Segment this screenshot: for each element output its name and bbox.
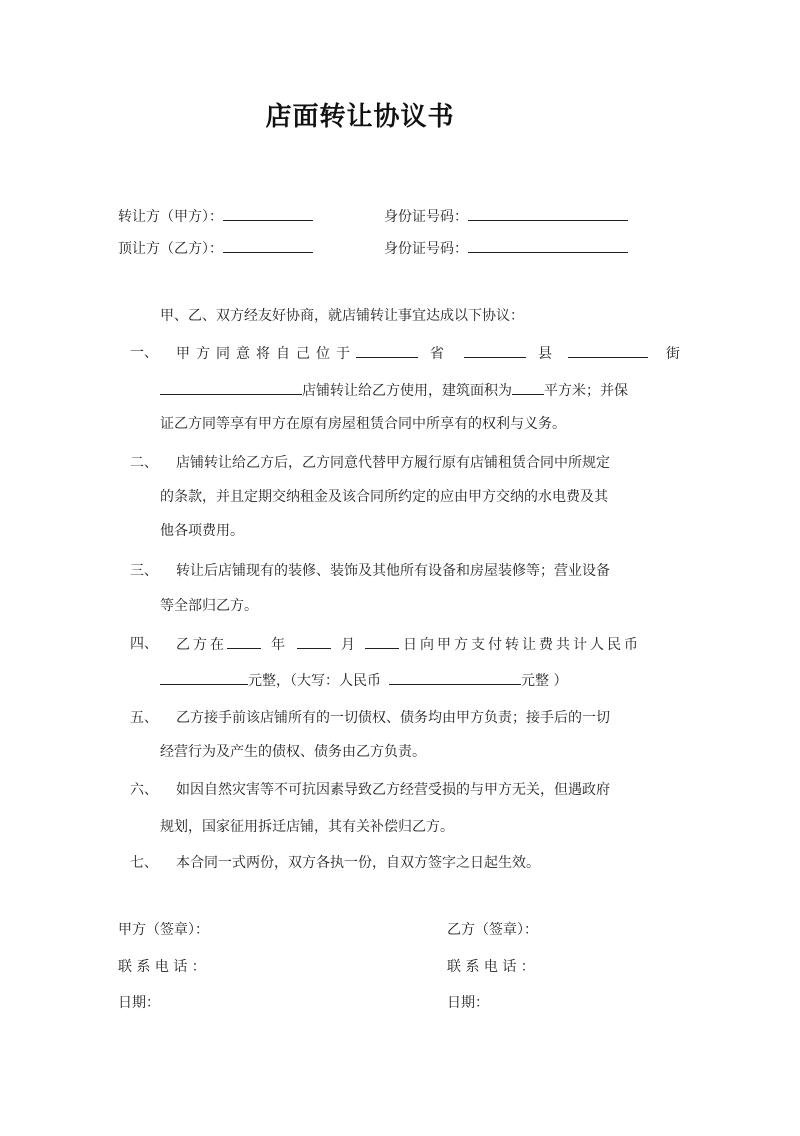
- street-blank: [568, 343, 648, 358]
- day-blank: [365, 634, 399, 649]
- party-b-line: [118, 238, 313, 259]
- party-a-id-blank: [468, 206, 628, 221]
- clause6-number: 六、: [130, 782, 158, 798]
- clause1-line1: [176, 343, 680, 364]
- clause1-line2: [160, 380, 628, 401]
- clause7-line1: 本合同一式两份，双方各执一份，自双方签字之日起生效。: [176, 855, 540, 871]
- clause2-number: 二、: [130, 455, 158, 471]
- party-b-phone: 联 系 电 话 ：: [447, 959, 535, 975]
- clause4-text-b: 年: [271, 637, 285, 653]
- clause4-text-a: 乙方在: [176, 637, 227, 653]
- party-b-id-label: 身份证号码：: [384, 241, 468, 257]
- party-a-label: 转让方（甲方）：: [118, 209, 223, 225]
- clause1-text-f: 平方米；并保: [544, 383, 628, 399]
- party-a-id-line: [384, 206, 628, 227]
- clause1-text-b: 省: [430, 346, 444, 362]
- page-title: 店面转让协议书: [265, 102, 455, 132]
- clause2-line3: 他各项费用。: [160, 523, 244, 539]
- party-b-label: 顶让方（乙方）：: [118, 241, 223, 257]
- clause6-line2: 规划，国家征用拆迁店铺，其有关补偿归乙方。: [160, 819, 454, 835]
- party-a-phone: 联 系 电 话 ：: [118, 959, 206, 975]
- party-a-blank: [223, 206, 313, 221]
- party-b-id-line: [384, 238, 628, 259]
- clause4-text-d: 日向甲方支付转让费共计人民币: [403, 637, 641, 653]
- clause6-line1: 如因自然灾害等不可抗因素导致乙方经营受损的与甲方无关，但遇政府: [176, 782, 610, 798]
- party-a-seal: 甲方（签章）：: [118, 922, 209, 938]
- clause1-text-e: 店铺转让给乙方使用，建筑面积为: [302, 383, 512, 399]
- clause4-text-e: 元整，（大写：人民币: [248, 673, 381, 689]
- clause4-line2: [160, 670, 567, 691]
- clause1-text-d: 街: [666, 346, 680, 362]
- party-b-date: 日期：: [447, 995, 489, 1011]
- county-blank: [464, 343, 526, 358]
- clause7-number: 七、: [130, 855, 158, 871]
- clause4-text-f: 元整 ）: [521, 673, 568, 689]
- clause5-number: 五、: [130, 710, 158, 726]
- party-b-blank: [223, 238, 313, 253]
- clause5-line1: 乙方接手前该店铺所有的一切债权、债务均由甲方负责；接手后的一切: [176, 710, 610, 726]
- clause1-line3: 证乙方同等享有甲方在原有房屋租赁合同中所享有的权利与义务。: [160, 416, 566, 432]
- clause4-line1: [176, 634, 641, 655]
- area-blank: [512, 380, 544, 395]
- clause3-number: 三、: [130, 563, 158, 579]
- clause1-text-c: 县: [538, 346, 552, 362]
- clause4-number: 四、: [130, 636, 158, 652]
- intro-text: 甲、乙、双方经友好协商，就店铺转让事宜达成以下协议：: [160, 308, 524, 324]
- clause1-number: 一、: [130, 345, 158, 361]
- party-a-date: 日期：: [118, 995, 160, 1011]
- amount-blank: [160, 670, 248, 685]
- party-a-id-label: 身份证号码：: [384, 209, 468, 225]
- year-blank: [227, 634, 261, 649]
- clause3-line1: 转让后店铺现有的装修、装饰及其他所有设备和房屋装修等；营业设备: [176, 563, 610, 579]
- province-blank: [356, 343, 418, 358]
- clause2-line1: 店铺转让给乙方后，乙方同意代替甲方履行原有店铺租赁合同中所规定: [176, 455, 610, 471]
- amount-uppercase-blank: [389, 670, 521, 685]
- party-b-seal: 乙方（签章）：: [447, 922, 538, 938]
- clause2-line2: 的条款，并且定期交纳租金及该合同所约定的应由甲方交纳的水电费及其: [160, 489, 608, 505]
- clause5-line2: 经营行为及产生的债权、债务由乙方负责。: [160, 744, 426, 760]
- clause4-text-c: 月: [341, 637, 355, 653]
- clause3-line2: 等全部归乙方。: [160, 598, 258, 614]
- clause1-text-a: 甲方同意将自己位于: [176, 346, 356, 362]
- party-b-id-blank: [468, 238, 628, 253]
- party-a-line: [118, 206, 313, 227]
- shop-name-blank: [160, 380, 302, 395]
- month-blank: [297, 634, 331, 649]
